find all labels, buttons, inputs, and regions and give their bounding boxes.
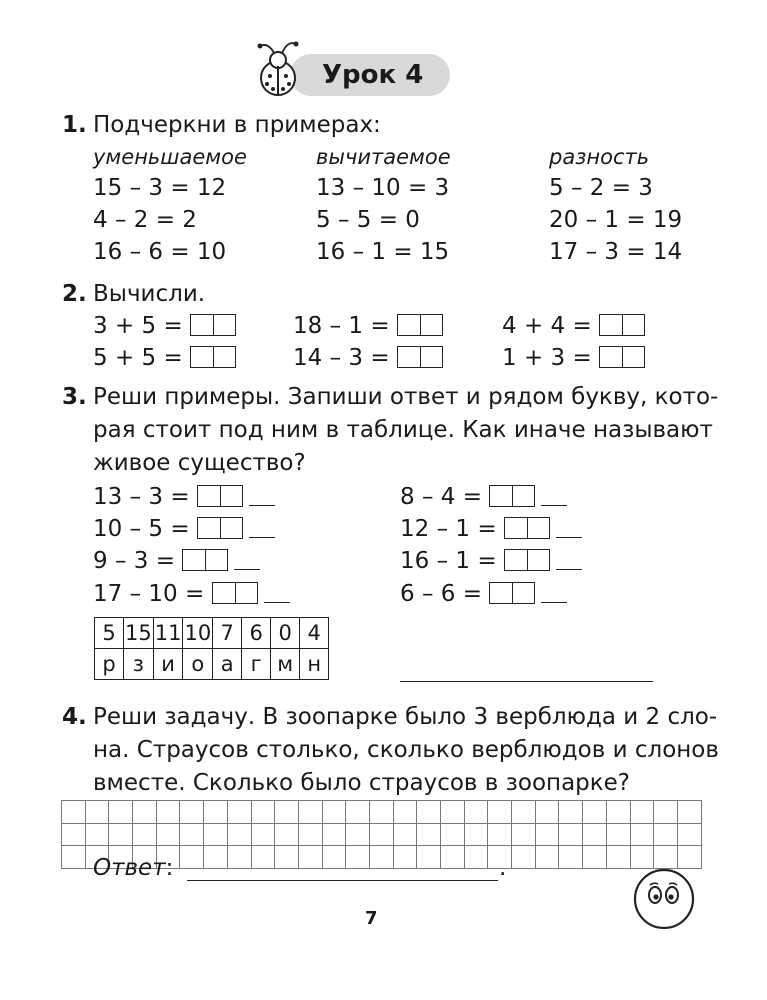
grid-cell[interactable] — [85, 823, 109, 846]
grid-cell[interactable] — [441, 801, 465, 824]
task1-text: Подчеркни в примерах: — [93, 112, 381, 138]
answer-box[interactable] — [212, 582, 258, 604]
answer-box[interactable] — [397, 314, 443, 336]
cipher-letter: о — [183, 649, 213, 680]
task4-line: на. Страусов столько, сколько верблюдов и слонов — [93, 737, 719, 763]
cipher-expression: 6 – 6 = — [400, 581, 482, 607]
grid-cell[interactable] — [62, 846, 86, 869]
lesson-title: Урок 4 — [322, 60, 424, 90]
cipher-number: 6 — [242, 618, 271, 649]
cipher-item — [400, 485, 567, 509]
grid-cell[interactable] — [488, 823, 512, 846]
answer-box[interactable] — [599, 346, 645, 368]
cipher-number: 7 — [213, 618, 242, 649]
grid-cell[interactable] — [488, 801, 512, 824]
task2-number: 2. — [62, 281, 87, 307]
grid-cell[interactable] — [298, 823, 322, 846]
cipher-number: 11 — [153, 618, 183, 649]
task4-line: Реши задачу. В зоопарке было 3 верблюда и 2 сло- — [93, 704, 718, 730]
grid-cell[interactable] — [417, 846, 441, 869]
grid-cell[interactable] — [346, 846, 370, 869]
task4-line: вместе. Сколько было страусов в зоопарке? — [93, 770, 631, 796]
page-number: 7 — [365, 908, 378, 929]
cipher-expression: 9 – 3 = — [93, 548, 175, 574]
grid-cell[interactable] — [275, 846, 299, 869]
answer-box[interactable] — [197, 485, 243, 507]
grid-cell[interactable] — [204, 801, 228, 824]
example: 5 – 5 = 0 — [316, 207, 420, 233]
grid-cell[interactable] — [464, 801, 488, 824]
task1-number: 1. — [62, 112, 87, 138]
cipher-expression: 17 – 10 = — [93, 581, 205, 607]
cipher-number: 4 — [300, 618, 329, 649]
cipher-expression: 8 – 4 = — [400, 484, 482, 510]
grid-cell[interactable] — [654, 823, 678, 846]
cipher-letter: м — [271, 649, 300, 680]
grid-cell[interactable] — [583, 801, 607, 824]
grid-cell[interactable] — [535, 801, 559, 824]
task2-text: Вычисли. — [93, 281, 206, 307]
grid-cell[interactable] — [298, 846, 322, 869]
cipher-item — [400, 517, 582, 541]
letter-blank[interactable] — [249, 537, 275, 538]
cipher-letter: н — [300, 649, 329, 680]
answer-box[interactable] — [504, 549, 550, 571]
grid-cell[interactable] — [133, 801, 157, 824]
calc-item — [293, 314, 443, 338]
cipher-number: 10 — [183, 618, 213, 649]
grid-cell[interactable] — [583, 823, 607, 846]
answer-row — [93, 857, 173, 880]
cipher-letters-row — [95, 649, 329, 680]
calc-expression: 18 – 1 = — [293, 313, 390, 339]
grid-cell[interactable] — [204, 846, 228, 869]
answer-box[interactable] — [197, 517, 243, 539]
grid-cell[interactable] — [322, 846, 346, 869]
cipher-item — [93, 485, 275, 509]
cipher-expression: 10 – 5 = — [93, 516, 190, 542]
answer-box[interactable] — [504, 517, 550, 539]
calc-item — [502, 314, 645, 338]
grid-cell[interactable] — [227, 801, 251, 824]
answer-box[interactable] — [190, 314, 236, 336]
grid-cell[interactable] — [393, 846, 417, 869]
lesson-header — [250, 50, 450, 98]
grid-cell[interactable] — [441, 823, 465, 846]
grid-cell[interactable] — [606, 823, 630, 846]
example: 4 – 2 = 2 — [93, 207, 197, 233]
cipher-item — [93, 549, 260, 573]
cipher-item — [93, 582, 290, 606]
grid-cell[interactable] — [606, 801, 630, 824]
ladybug-icon — [250, 36, 312, 98]
cipher-letter: з — [124, 649, 154, 680]
cipher-number: 15 — [124, 618, 154, 649]
letter-blank[interactable] — [556, 569, 582, 570]
grid-cell[interactable] — [559, 823, 583, 846]
grid-cell[interactable] — [369, 846, 393, 869]
task3-line: рая стоит под ним в таблице. Как иначе называют — [93, 417, 713, 443]
cipher-item — [400, 549, 582, 573]
cipher-number: 0 — [271, 618, 300, 649]
task3-line: Реши примеры. Запиши ответ и рядом букву, кото- — [93, 384, 719, 410]
grid-cell[interactable] — [156, 801, 180, 824]
answer-box[interactable] — [190, 346, 236, 368]
cipher-letter: и — [153, 649, 183, 680]
grid-cell[interactable] — [275, 801, 299, 824]
grid-cell[interactable] — [369, 801, 393, 824]
grid-cell[interactable] — [512, 801, 536, 824]
grid-cell[interactable] — [393, 823, 417, 846]
letter-blank[interactable] — [541, 602, 567, 603]
grid-cell[interactable] — [346, 823, 370, 846]
letter-blank[interactable] — [249, 505, 275, 506]
letter-blank[interactable] — [264, 602, 290, 603]
letter-blank[interactable] — [234, 569, 260, 570]
example: 15 – 3 = 12 — [93, 175, 227, 201]
grid-cell[interactable] — [654, 801, 678, 824]
grid-cell[interactable] — [109, 823, 133, 846]
letter-blank[interactable] — [541, 505, 567, 506]
calc-item — [293, 346, 443, 370]
grid-cell[interactable] — [322, 823, 346, 846]
task4-number: 4. — [62, 704, 87, 730]
answer-colon: : — [165, 855, 174, 881]
grid-cell[interactable] — [559, 846, 583, 869]
grid-cell[interactable] — [180, 801, 204, 824]
cipher-numbers-row — [95, 618, 329, 649]
grid-cell[interactable] — [677, 823, 701, 846]
grid-cell[interactable] — [85, 801, 109, 824]
grid-cell[interactable] — [62, 823, 86, 846]
task3-number: 3. — [62, 384, 87, 410]
calc-expression: 5 + 5 = — [93, 345, 183, 371]
answer-label: Ответ — [93, 855, 166, 881]
task3-line: живое существо? — [93, 450, 306, 476]
grid-cell[interactable] — [393, 801, 417, 824]
word-answer-line[interactable] — [400, 681, 653, 682]
grid-cell[interactable] — [62, 801, 86, 824]
grid-cell[interactable] — [464, 823, 488, 846]
letter-blank[interactable] — [556, 537, 582, 538]
answer-line[interactable] — [187, 880, 498, 881]
grid-row — [62, 801, 702, 824]
cipher-letter: а — [213, 649, 242, 680]
example: 5 – 2 = 3 — [549, 175, 653, 201]
grid-cell[interactable] — [204, 823, 228, 846]
cipher-expression: 16 – 1 = — [400, 548, 497, 574]
header-difference: разность — [549, 145, 650, 169]
grid-cell[interactable] — [251, 801, 275, 824]
answer-box[interactable] — [182, 549, 228, 571]
grid-cell[interactable] — [441, 846, 465, 869]
grid-cell[interactable] — [275, 823, 299, 846]
grid-cell[interactable] — [535, 846, 559, 869]
grid-cell[interactable] — [630, 846, 654, 869]
grid-cell[interactable] — [346, 801, 370, 824]
grid-cell[interactable] — [559, 801, 583, 824]
grid-cell[interactable] — [227, 823, 251, 846]
answer-box[interactable] — [489, 582, 535, 604]
grid-cell[interactable] — [251, 846, 275, 869]
grid-cell[interactable] — [583, 846, 607, 869]
grid-cell[interactable] — [417, 823, 441, 846]
grid-cell[interactable] — [512, 823, 536, 846]
grid-cell[interactable] — [156, 823, 180, 846]
grid-cell[interactable] — [654, 846, 678, 869]
cipher-item — [93, 517, 275, 541]
grid-cell[interactable] — [298, 801, 322, 824]
grid-cell[interactable] — [133, 823, 157, 846]
calc-item — [93, 314, 236, 338]
example: 20 – 1 = 19 — [549, 207, 683, 233]
grid-cell[interactable] — [180, 823, 204, 846]
grid-cell[interactable] — [535, 823, 559, 846]
grid-cell[interactable] — [606, 846, 630, 869]
grid-cell[interactable] — [677, 846, 701, 869]
example: 16 – 6 = 10 — [93, 239, 227, 265]
example: 13 – 10 = 3 — [316, 175, 450, 201]
calc-item — [93, 346, 236, 370]
cipher-expression: 12 – 1 = — [400, 516, 497, 542]
grid-cell[interactable] — [677, 801, 701, 824]
answer-box[interactable] — [397, 346, 443, 368]
grid-row — [62, 823, 702, 846]
calc-expression: 3 + 5 = — [93, 313, 183, 339]
calc-expression: 1 + 3 = — [502, 345, 592, 371]
cipher-expression: 13 – 3 = — [93, 484, 190, 510]
example: 17 – 3 = 14 — [549, 239, 683, 265]
grid-cell[interactable] — [227, 846, 251, 869]
grid-cell[interactable] — [417, 801, 441, 824]
grid-cell[interactable] — [322, 801, 346, 824]
cipher-item — [400, 582, 567, 606]
calc-expression: 14 – 3 = — [293, 345, 390, 371]
example: 16 – 1 = 15 — [316, 239, 450, 265]
face-icon — [632, 867, 696, 931]
grid-cell[interactable] — [180, 846, 204, 869]
answer-period: . — [499, 855, 507, 881]
grid-cell[interactable] — [630, 801, 654, 824]
calc-item — [502, 346, 645, 370]
answer-box[interactable] — [599, 314, 645, 336]
cipher-number: 5 — [95, 618, 124, 649]
grid-cell[interactable] — [369, 823, 393, 846]
header-minuend: уменьшаемое — [93, 145, 247, 169]
grid-cell[interactable] — [630, 823, 654, 846]
cipher-table — [94, 617, 329, 680]
header-subtrahend: вычитаемое — [316, 145, 451, 169]
grid-cell[interactable] — [464, 846, 488, 869]
cipher-letter: р — [95, 649, 124, 680]
grid-cell[interactable] — [109, 801, 133, 824]
grid-cell[interactable] — [512, 846, 536, 869]
cipher-letter: г — [242, 649, 271, 680]
grid-cell[interactable] — [251, 823, 275, 846]
calc-expression: 4 + 4 = — [502, 313, 592, 339]
answer-box[interactable] — [489, 485, 535, 507]
